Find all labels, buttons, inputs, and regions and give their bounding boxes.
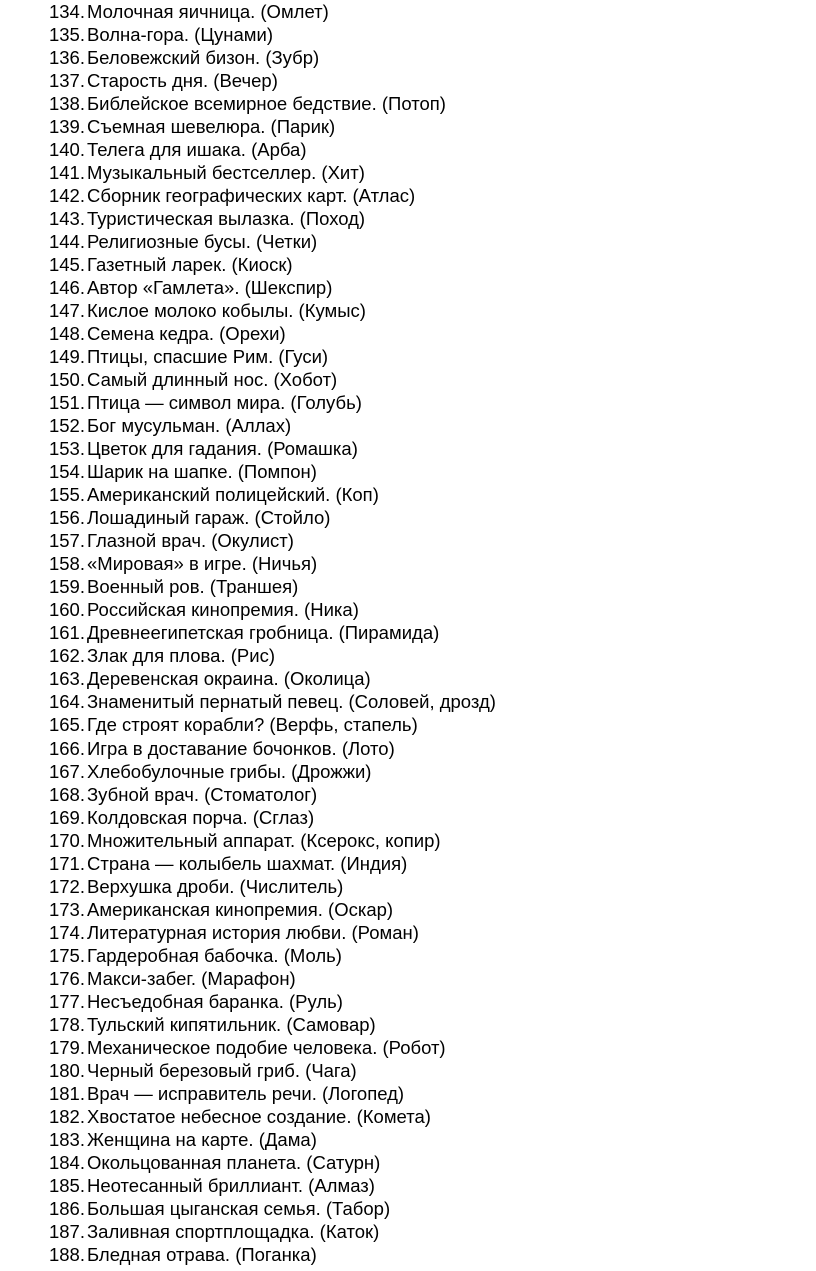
list-item (37, 0, 496, 23)
item-text: Большая цыганская семья. (Табор) (87, 1197, 391, 1219)
item-text: Птица — символ мира. (Голубь) (87, 392, 362, 414)
item-number: 154. (48, 461, 85, 483)
list-item (37, 46, 496, 69)
list-item (37, 460, 496, 483)
item-number: 161. (48, 622, 85, 644)
list-item (37, 230, 496, 253)
item-number: 180. (48, 1059, 85, 1081)
item-number: 140. (48, 139, 85, 161)
item-number: 159. (48, 576, 85, 598)
list-item (37, 737, 496, 760)
item-number: 177. (48, 990, 85, 1012)
item-number: 149. (48, 346, 85, 368)
list-item (37, 299, 496, 322)
list-item (37, 598, 496, 621)
list-item (37, 253, 496, 276)
item-text: Старость дня. (Вечер) (87, 70, 278, 92)
list-item (37, 713, 496, 736)
item-text: Самый длинный нос. (Хобот) (87, 369, 338, 391)
item-number: 166. (48, 737, 85, 759)
list-item (37, 1197, 496, 1220)
item-text: Верхушка дроби. (Числитель) (87, 875, 344, 897)
list-item (37, 944, 496, 967)
list-item (37, 1174, 496, 1197)
item-number: 145. (48, 254, 85, 276)
item-number: 167. (48, 760, 85, 782)
item-text: Злак для плова. (Рис) (87, 645, 275, 667)
item-text: Птицы, спасшие Рим. (Гуси) (87, 346, 329, 368)
item-number: 138. (48, 93, 85, 115)
item-number: 143. (48, 208, 85, 230)
item-number: 187. (48, 1220, 85, 1242)
item-text: Несъедобная баранка. (Руль) (87, 990, 343, 1012)
item-number: 172. (48, 875, 85, 897)
list-item (37, 575, 496, 598)
item-number: 136. (48, 47, 85, 69)
item-number: 139. (48, 116, 85, 138)
list-item (37, 806, 496, 829)
item-number: 150. (48, 369, 85, 391)
list-item (37, 437, 496, 460)
list-item (37, 345, 496, 368)
item-text: Волна-гора. (Цунами) (87, 24, 273, 46)
item-number: 156. (48, 507, 85, 529)
item-number: 142. (48, 185, 85, 207)
item-number: 181. (48, 1082, 85, 1104)
item-text: Страна — колыбель шахмат. (Индия) (87, 852, 408, 874)
list-item (37, 1013, 496, 1036)
item-text: Черный березовый гриб. (Чага) (87, 1059, 357, 1081)
list-item (37, 644, 496, 667)
item-number: 137. (48, 70, 85, 92)
item-text: Цветок для гадания. (Ромашка) (87, 438, 358, 460)
item-number: 168. (48, 783, 85, 805)
item-text: Литературная история любви. (Роман) (87, 921, 419, 943)
item-number: 135. (48, 24, 85, 46)
list-item (37, 552, 496, 575)
item-number: 176. (48, 967, 85, 989)
item-number: 169. (48, 806, 85, 828)
item-text: «Мировая» в игре. (Ничья) (87, 553, 318, 575)
list-item (37, 990, 496, 1013)
item-number: 152. (48, 415, 85, 437)
list-item (37, 1105, 496, 1128)
list-item (37, 1220, 496, 1243)
list-item (37, 829, 496, 852)
item-number: 164. (48, 691, 85, 713)
riddle-list (37, 0, 496, 1266)
list-item (37, 690, 496, 713)
item-text: Хвостатое небесное создание. (Комета) (87, 1105, 431, 1127)
item-text: Глазной врач. (Окулист) (87, 530, 294, 552)
item-text: Врач — исправитель речи. (Логопед) (87, 1082, 405, 1104)
item-number: 155. (48, 484, 85, 506)
item-text: Библейское всемирное бедствие. (Потоп) (87, 93, 446, 115)
item-text: Музыкальный бестселлер. (Хит) (87, 162, 365, 184)
item-text: Американский полицейский. (Коп) (87, 484, 379, 506)
item-text: Макси-забег. (Марафон) (87, 967, 296, 989)
item-text: Семена кедра. (Орехи) (87, 323, 286, 345)
item-number: 141. (48, 162, 85, 184)
item-number: 151. (48, 392, 85, 414)
item-text: Древнеегипетская гробница. (Пирамида) (87, 622, 440, 644)
item-text: Множительный аппарат. (Ксерокс, копир) (87, 829, 441, 851)
list-item (37, 760, 496, 783)
item-number: 158. (48, 553, 85, 575)
list-item (37, 783, 496, 806)
list-item (37, 161, 496, 184)
list-item (37, 1151, 496, 1174)
list-item (37, 1059, 496, 1082)
item-number: 171. (48, 852, 85, 874)
item-text: Тульский кипятильник. (Самовар) (87, 1013, 376, 1035)
item-text: Военный ров. (Траншея) (87, 576, 299, 598)
item-number: 173. (48, 898, 85, 920)
item-text: Туристическая вылазка. (Поход) (87, 208, 366, 230)
list-item (37, 1082, 496, 1105)
item-text: Знаменитый пернатый певец. (Соловей, дрозд) (87, 691, 496, 713)
item-text: Шарик на шапке. (Помпон) (87, 461, 317, 483)
list-item (37, 1036, 496, 1059)
item-number: 144. (48, 231, 85, 253)
list-item (37, 23, 496, 46)
item-number: 148. (48, 323, 85, 345)
list-item (37, 667, 496, 690)
list-item (37, 115, 496, 138)
list-item (37, 1128, 496, 1151)
item-text: Съемная шевелюра. (Парик) (87, 116, 336, 138)
item-text: Женщина на карте. (Дама) (87, 1128, 317, 1150)
item-number: 188. (48, 1243, 85, 1265)
list-item (37, 414, 496, 437)
item-text: Кислое молоко кобылы. (Кумыс) (87, 300, 366, 322)
list-item (37, 69, 496, 92)
item-text: Хлебобулочные грибы. (Дрожжи) (87, 760, 372, 782)
list-item (37, 184, 496, 207)
item-number: 185. (48, 1174, 85, 1196)
item-number: 160. (48, 599, 85, 621)
list-item (37, 322, 496, 345)
item-text: Окольцованная планета. (Сатурн) (87, 1151, 381, 1173)
item-text: Религиозные бусы. (Четки) (87, 231, 318, 253)
item-number: 182. (48, 1105, 85, 1127)
item-text: Колдовская порча. (Сглаз) (87, 806, 315, 828)
list-item (37, 368, 496, 391)
item-text: Лошадиный гараж. (Стойло) (87, 507, 331, 529)
list-item (37, 852, 496, 875)
item-text: Телега для ишака. (Арба) (87, 139, 307, 161)
item-number: 184. (48, 1151, 85, 1173)
list-item (37, 898, 496, 921)
list-item (37, 138, 496, 161)
item-number: 179. (48, 1036, 85, 1058)
item-number: 178. (48, 1013, 85, 1035)
item-number: 163. (48, 668, 85, 690)
item-text: Автор «Гамлета». (Шекспир) (87, 277, 333, 299)
list-item (37, 276, 496, 299)
item-number: 174. (48, 921, 85, 943)
item-text: Игра в доставание бочонков. (Лото) (87, 737, 395, 759)
item-text: Бог мусульман. (Аллах) (87, 415, 292, 437)
list-item (37, 207, 496, 230)
list-item (37, 921, 496, 944)
item-number: 153. (48, 438, 85, 460)
list-item (37, 92, 496, 115)
item-text: Российская кинопремия. (Ника) (87, 599, 359, 621)
item-number: 175. (48, 944, 85, 966)
list-item (37, 506, 496, 529)
item-number: 134. (48, 1, 85, 22)
item-text: Беловежский бизон. (Зубр) (87, 47, 320, 69)
item-number: 165. (48, 714, 85, 736)
item-number: 170. (48, 829, 85, 851)
item-text: Механическое подобие человека. (Робот) (87, 1036, 446, 1058)
item-number: 183. (48, 1128, 85, 1150)
item-number: 157. (48, 530, 85, 552)
item-number: 162. (48, 645, 85, 667)
item-text: Сборник географических карт. (Атлас) (87, 185, 416, 207)
item-text: Неотесанный бриллиант. (Алмаз) (87, 1174, 375, 1196)
list-item (37, 967, 496, 990)
item-text: Гардеробная бабочка. (Моль) (87, 944, 342, 966)
item-number: 146. (48, 277, 85, 299)
item-text: Заливная спортплощадка. (Каток) (87, 1220, 380, 1242)
item-number: 186. (48, 1197, 85, 1219)
item-number: 147. (48, 300, 85, 322)
item-text: Американская кинопремия. (Оскар) (87, 898, 394, 920)
item-text: Зубной врач. (Стоматолог) (87, 783, 318, 805)
list-item (37, 483, 496, 506)
item-text: Бледная отрава. (Поганка) (87, 1243, 317, 1265)
item-text: Молочная яичница. (Омлет) (87, 1, 329, 22)
item-text: Где строят корабли? (Верфь, стапель) (87, 714, 418, 736)
list-item (37, 621, 496, 644)
list-item (37, 1243, 496, 1266)
list-item (37, 529, 496, 552)
list-item (37, 875, 496, 898)
item-text: Газетный ларек. (Киоск) (87, 254, 293, 276)
item-text: Деревенская окраина. (Околица) (87, 668, 371, 690)
list-item (37, 391, 496, 414)
